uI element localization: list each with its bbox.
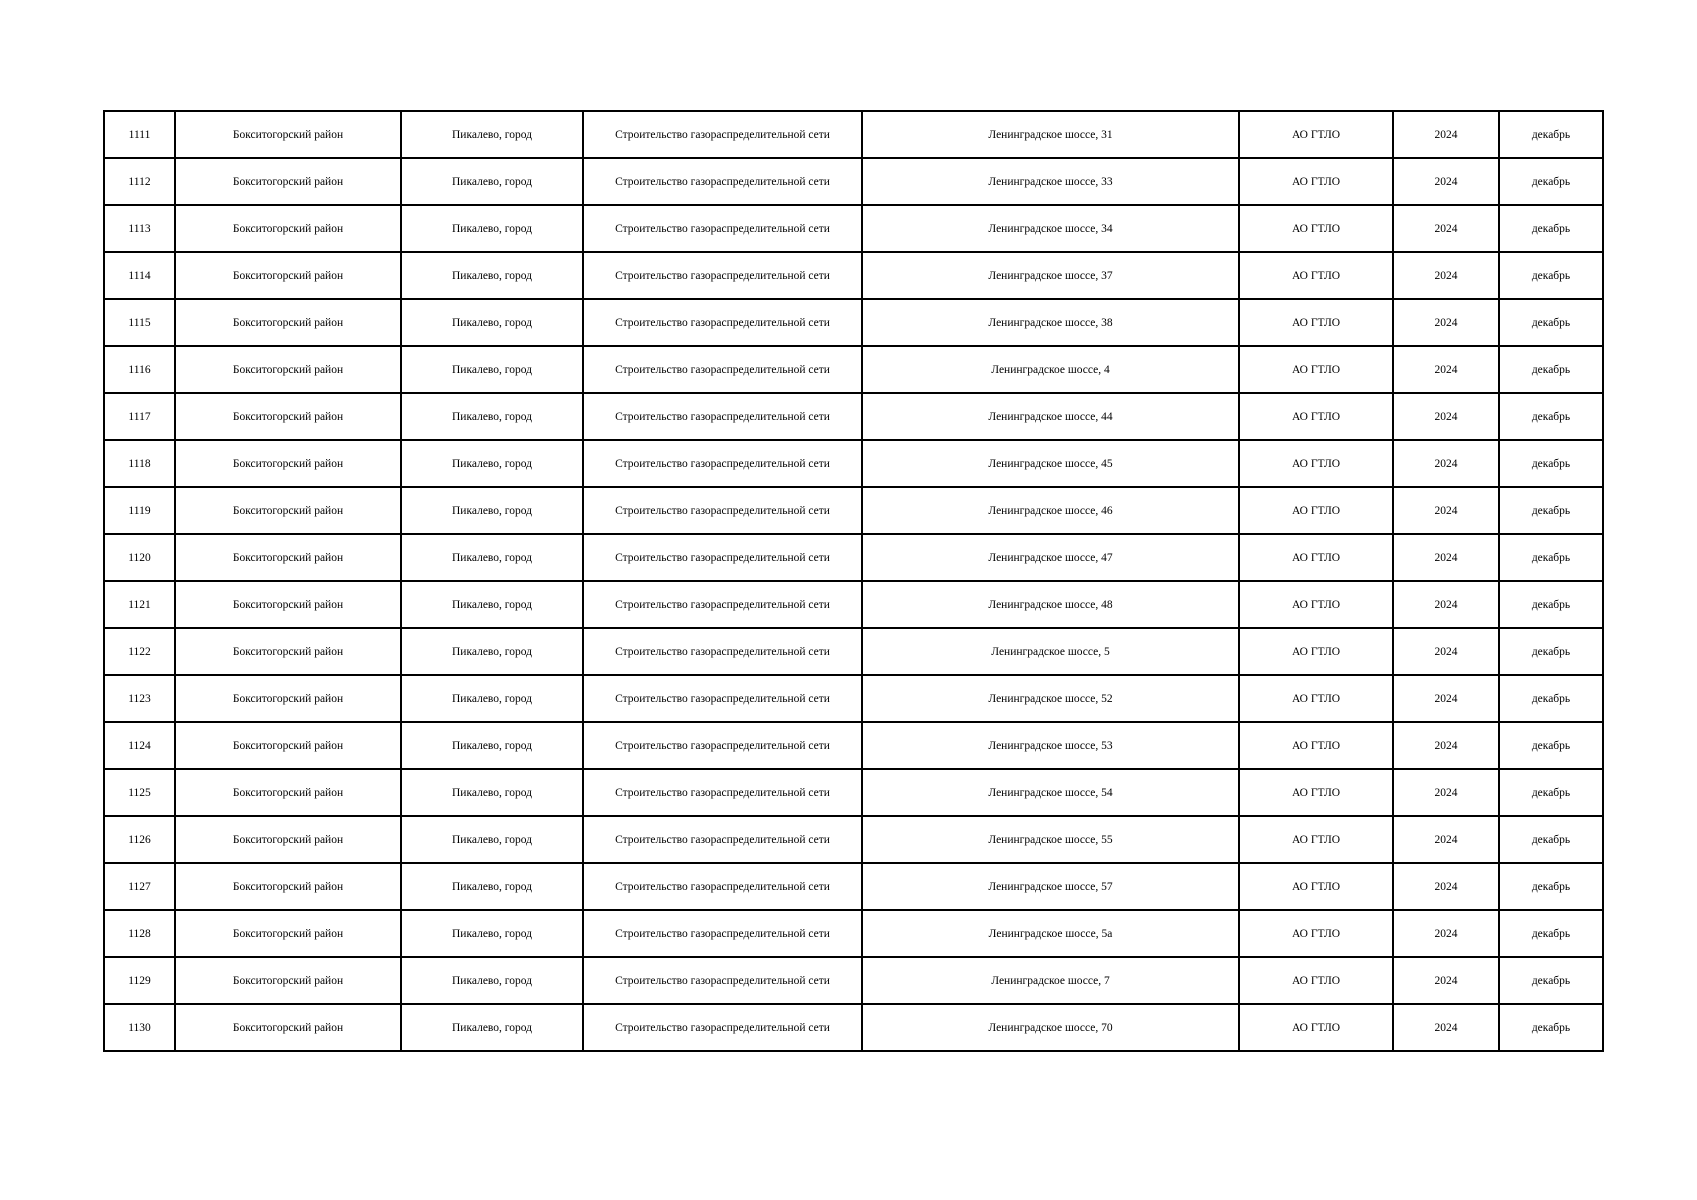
year-cell: 2024: [1393, 863, 1499, 910]
address-cell: Ленинградское шоссе, 5а: [862, 910, 1239, 957]
year-cell: 2024: [1393, 393, 1499, 440]
month-cell: декабрь: [1499, 487, 1603, 534]
organization-cell: АО ГТЛО: [1239, 205, 1393, 252]
district-cell: Бокситогорский район: [175, 534, 401, 581]
district-cell: Бокситогорский район: [175, 440, 401, 487]
locality-cell: Пикалево, город: [401, 910, 583, 957]
address-cell: Ленинградское шоссе, 31: [862, 111, 1239, 158]
address-cell: Ленинградское шоссе, 46: [862, 487, 1239, 534]
month-cell: декабрь: [1499, 722, 1603, 769]
locality-cell: Пикалево, город: [401, 1004, 583, 1051]
year-cell: 2024: [1393, 957, 1499, 1004]
organization-cell: АО ГТЛО: [1239, 440, 1393, 487]
work-type-cell: Строительство газораспределительной сети: [583, 158, 862, 205]
row-number-cell: 1118: [104, 440, 175, 487]
table-row: [104, 346, 1603, 393]
organization-cell: АО ГТЛО: [1239, 910, 1393, 957]
locality-cell: Пикалево, город: [401, 158, 583, 205]
district-cell: Бокситогорский район: [175, 487, 401, 534]
year-cell: 2024: [1393, 1004, 1499, 1051]
address-cell: Ленинградское шоссе, 57: [862, 863, 1239, 910]
table-row: [104, 487, 1603, 534]
district-cell: Бокситогорский район: [175, 205, 401, 252]
district-cell: Бокситогорский район: [175, 628, 401, 675]
year-cell: 2024: [1393, 722, 1499, 769]
row-number-cell: 1126: [104, 816, 175, 863]
work-type-cell: Строительство газораспределительной сети: [583, 581, 862, 628]
month-cell: декабрь: [1499, 957, 1603, 1004]
month-cell: декабрь: [1499, 816, 1603, 863]
address-cell: Ленинградское шоссе, 5: [862, 628, 1239, 675]
month-cell: декабрь: [1499, 769, 1603, 816]
month-cell: декабрь: [1499, 111, 1603, 158]
work-type-cell: Строительство газораспределительной сети: [583, 722, 862, 769]
row-number-cell: 1121: [104, 581, 175, 628]
address-cell: Ленинградское шоссе, 34: [862, 205, 1239, 252]
table-row: [104, 722, 1603, 769]
year-cell: 2024: [1393, 628, 1499, 675]
address-cell: Ленинградское шоссе, 53: [862, 722, 1239, 769]
address-cell: Ленинградское шоссе, 55: [862, 816, 1239, 863]
table-row: [104, 440, 1603, 487]
organization-cell: АО ГТЛО: [1239, 581, 1393, 628]
month-cell: декабрь: [1499, 863, 1603, 910]
address-cell: Ленинградское шоссе, 7: [862, 957, 1239, 1004]
table-row: [104, 534, 1603, 581]
organization-cell: АО ГТЛО: [1239, 299, 1393, 346]
locality-cell: Пикалево, город: [401, 393, 583, 440]
row-number-cell: 1116: [104, 346, 175, 393]
locality-cell: Пикалево, город: [401, 628, 583, 675]
table-row: [104, 863, 1603, 910]
row-number-cell: 1123: [104, 675, 175, 722]
locality-cell: Пикалево, город: [401, 487, 583, 534]
year-cell: 2024: [1393, 910, 1499, 957]
address-cell: Ленинградское шоссе, 70: [862, 1004, 1239, 1051]
work-type-cell: Строительство газораспределительной сети: [583, 816, 862, 863]
district-cell: Бокситогорский район: [175, 158, 401, 205]
month-cell: декабрь: [1499, 581, 1603, 628]
locality-cell: Пикалево, город: [401, 205, 583, 252]
row-number-cell: 1120: [104, 534, 175, 581]
work-type-cell: Строительство газораспределительной сети: [583, 393, 862, 440]
month-cell: декабрь: [1499, 205, 1603, 252]
row-number-cell: 1130: [104, 1004, 175, 1051]
district-cell: Бокситогорский район: [175, 675, 401, 722]
month-cell: декабрь: [1499, 393, 1603, 440]
work-type-cell: Строительство газораспределительной сети: [583, 299, 862, 346]
address-cell: Ленинградское шоссе, 48: [862, 581, 1239, 628]
district-cell: Бокситогорский район: [175, 252, 401, 299]
table-row: [104, 957, 1603, 1004]
work-type-cell: Строительство газораспределительной сети: [583, 675, 862, 722]
month-cell: декабрь: [1499, 440, 1603, 487]
address-cell: Ленинградское шоссе, 47: [862, 534, 1239, 581]
table-row: [104, 675, 1603, 722]
organization-cell: АО ГТЛО: [1239, 628, 1393, 675]
organization-cell: АО ГТЛО: [1239, 393, 1393, 440]
month-cell: декабрь: [1499, 299, 1603, 346]
address-cell: Ленинградское шоссе, 44: [862, 393, 1239, 440]
work-type-cell: Строительство газораспределительной сети: [583, 910, 862, 957]
locality-cell: Пикалево, город: [401, 440, 583, 487]
year-cell: 2024: [1393, 581, 1499, 628]
table-row: [104, 299, 1603, 346]
work-type-cell: Строительство газораспределительной сети: [583, 487, 862, 534]
address-cell: Ленинградское шоссе, 54: [862, 769, 1239, 816]
organization-cell: АО ГТЛО: [1239, 252, 1393, 299]
district-cell: Бокситогорский район: [175, 957, 401, 1004]
district-cell: Бокситогорский район: [175, 863, 401, 910]
table-row: [104, 628, 1603, 675]
locality-cell: Пикалево, город: [401, 252, 583, 299]
locality-cell: Пикалево, город: [401, 346, 583, 393]
table-row: [104, 910, 1603, 957]
organization-cell: АО ГТЛО: [1239, 346, 1393, 393]
district-cell: Бокситогорский район: [175, 581, 401, 628]
row-number-cell: 1111: [104, 111, 175, 158]
locality-cell: Пикалево, город: [401, 111, 583, 158]
address-cell: Ленинградское шоссе, 38: [862, 299, 1239, 346]
year-cell: 2024: [1393, 111, 1499, 158]
gas-network-schedule-table: [103, 110, 1604, 1052]
table-row: [104, 111, 1603, 158]
district-cell: Бокситогорский район: [175, 816, 401, 863]
organization-cell: АО ГТЛО: [1239, 534, 1393, 581]
year-cell: 2024: [1393, 299, 1499, 346]
table-row: [104, 769, 1603, 816]
address-cell: Ленинградское шоссе, 4: [862, 346, 1239, 393]
work-type-cell: Строительство газораспределительной сети: [583, 1004, 862, 1051]
year-cell: 2024: [1393, 158, 1499, 205]
row-number-cell: 1127: [104, 863, 175, 910]
month-cell: декабрь: [1499, 158, 1603, 205]
row-number-cell: 1117: [104, 393, 175, 440]
table-row: [104, 158, 1603, 205]
district-cell: Бокситогорский район: [175, 111, 401, 158]
locality-cell: Пикалево, город: [401, 675, 583, 722]
locality-cell: Пикалево, город: [401, 534, 583, 581]
row-number-cell: 1113: [104, 205, 175, 252]
month-cell: декабрь: [1499, 252, 1603, 299]
row-number-cell: 1112: [104, 158, 175, 205]
year-cell: 2024: [1393, 252, 1499, 299]
district-cell: Бокситогорский район: [175, 910, 401, 957]
month-cell: декабрь: [1499, 346, 1603, 393]
district-cell: Бокситогорский район: [175, 346, 401, 393]
row-number-cell: 1119: [104, 487, 175, 534]
year-cell: 2024: [1393, 205, 1499, 252]
work-type-cell: Строительство газораспределительной сети: [583, 111, 862, 158]
year-cell: 2024: [1393, 487, 1499, 534]
locality-cell: Пикалево, город: [401, 957, 583, 1004]
year-cell: 2024: [1393, 769, 1499, 816]
table-body: [104, 111, 1603, 1051]
table-row: [104, 252, 1603, 299]
month-cell: декабрь: [1499, 675, 1603, 722]
address-cell: Ленинградское шоссе, 37: [862, 252, 1239, 299]
locality-cell: Пикалево, город: [401, 299, 583, 346]
table-row: [104, 205, 1603, 252]
year-cell: 2024: [1393, 816, 1499, 863]
year-cell: 2024: [1393, 675, 1499, 722]
locality-cell: Пикалево, город: [401, 769, 583, 816]
year-cell: 2024: [1393, 440, 1499, 487]
locality-cell: Пикалево, город: [401, 816, 583, 863]
address-cell: Ленинградское шоссе, 45: [862, 440, 1239, 487]
year-cell: 2024: [1393, 534, 1499, 581]
month-cell: декабрь: [1499, 534, 1603, 581]
row-number-cell: 1115: [104, 299, 175, 346]
organization-cell: АО ГТЛО: [1239, 863, 1393, 910]
work-type-cell: Строительство газораспределительной сети: [583, 534, 862, 581]
month-cell: декабрь: [1499, 1004, 1603, 1051]
month-cell: декабрь: [1499, 628, 1603, 675]
work-type-cell: Строительство газораспределительной сети: [583, 346, 862, 393]
organization-cell: АО ГТЛО: [1239, 957, 1393, 1004]
work-type-cell: Строительство газораспределительной сети: [583, 440, 862, 487]
work-type-cell: Строительство газораспределительной сети: [583, 205, 862, 252]
table-row: [104, 816, 1603, 863]
organization-cell: АО ГТЛО: [1239, 816, 1393, 863]
locality-cell: Пикалево, город: [401, 722, 583, 769]
district-cell: Бокситогорский район: [175, 299, 401, 346]
month-cell: декабрь: [1499, 910, 1603, 957]
row-number-cell: 1125: [104, 769, 175, 816]
row-number-cell: 1114: [104, 252, 175, 299]
locality-cell: Пикалево, город: [401, 863, 583, 910]
address-cell: Ленинградское шоссе, 52: [862, 675, 1239, 722]
work-type-cell: Строительство газораспределительной сети: [583, 957, 862, 1004]
district-cell: Бокситогорский район: [175, 1004, 401, 1051]
work-type-cell: Строительство газораспределительной сети: [583, 769, 862, 816]
table-row: [104, 1004, 1603, 1051]
work-type-cell: Строительство газораспределительной сети: [583, 863, 862, 910]
row-number-cell: 1124: [104, 722, 175, 769]
table-row: [104, 581, 1603, 628]
work-type-cell: Строительство газораспределительной сети: [583, 628, 862, 675]
row-number-cell: 1122: [104, 628, 175, 675]
organization-cell: АО ГТЛО: [1239, 1004, 1393, 1051]
organization-cell: АО ГТЛО: [1239, 158, 1393, 205]
organization-cell: АО ГТЛО: [1239, 487, 1393, 534]
district-cell: Бокситогорский район: [175, 769, 401, 816]
table-row: [104, 393, 1603, 440]
organization-cell: АО ГТЛО: [1239, 769, 1393, 816]
organization-cell: АО ГТЛО: [1239, 111, 1393, 158]
district-cell: Бокситогорский район: [175, 393, 401, 440]
organization-cell: АО ГТЛО: [1239, 722, 1393, 769]
year-cell: 2024: [1393, 346, 1499, 393]
work-type-cell: Строительство газораспределительной сети: [583, 252, 862, 299]
row-number-cell: 1129: [104, 957, 175, 1004]
address-cell: Ленинградское шоссе, 33: [862, 158, 1239, 205]
row-number-cell: 1128: [104, 910, 175, 957]
locality-cell: Пикалево, город: [401, 581, 583, 628]
organization-cell: АО ГТЛО: [1239, 675, 1393, 722]
district-cell: Бокситогорский район: [175, 722, 401, 769]
